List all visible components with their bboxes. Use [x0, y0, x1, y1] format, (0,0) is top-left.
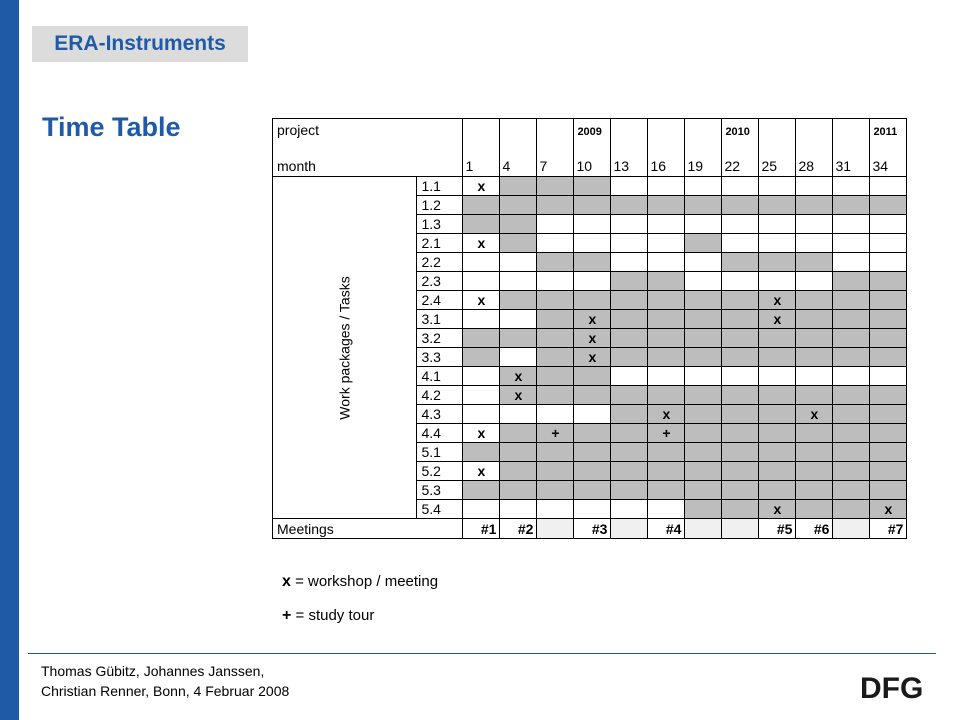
- schedule-cell-active: [685, 348, 722, 367]
- schedule-cell-empty: [870, 253, 907, 272]
- footer-line-1: Thomas Gübitz, Johannes Janssen,: [41, 663, 265, 679]
- schedule-cell-active: [685, 462, 722, 481]
- schedule-cell-active: [833, 291, 870, 310]
- schedule-cell-empty: [833, 177, 870, 196]
- schedule-cell-active: [574, 386, 611, 405]
- schedule-cell-empty: [500, 272, 537, 291]
- schedule-cell-empty: [796, 367, 833, 386]
- schedule-cell-active: [574, 196, 611, 215]
- month-label: 34: [872, 158, 889, 174]
- workshop-mark: x: [463, 234, 500, 253]
- schedule-cell-active: [722, 424, 759, 443]
- dfg-logo-icon: [860, 672, 940, 702]
- schedule-cell-active: [722, 462, 759, 481]
- schedule-cell-active: [685, 481, 722, 500]
- schedule-cell-active: [648, 291, 685, 310]
- legend-study-tour: [282, 607, 374, 625]
- schedule-cell-empty: [796, 177, 833, 196]
- schedule-cell-active: [796, 386, 833, 405]
- schedule-cell-active: [722, 386, 759, 405]
- workshop-mark: x: [500, 386, 537, 405]
- schedule-cell-active: [574, 177, 611, 196]
- schedule-cell-empty: [722, 367, 759, 386]
- schedule-cell-empty: [648, 234, 685, 253]
- meetings-row: [273, 519, 907, 539]
- schedule-cell-active: [833, 329, 870, 348]
- schedule-cell-active: [870, 443, 907, 462]
- schedule-cell-active: [463, 348, 500, 367]
- schedule-cell-empty: [685, 177, 722, 196]
- meetings-label: Meetings: [273, 519, 463, 539]
- month-header-cell: [648, 119, 685, 177]
- schedule-cell-active: [463, 481, 500, 500]
- schedule-cell-active: [833, 443, 870, 462]
- footer-authors: [41, 661, 289, 701]
- task-label: 3.3: [417, 348, 463, 367]
- schedule-cell-active: [574, 481, 611, 500]
- month-label: 16: [650, 158, 667, 174]
- month-label: 13: [613, 158, 630, 174]
- schedule-cell-empty: [685, 272, 722, 291]
- legend-workshop: [282, 573, 438, 591]
- schedule-cell-active: [611, 329, 648, 348]
- schedule-cell-empty: [759, 215, 796, 234]
- schedule-cell-active: [796, 481, 833, 500]
- schedule-cell-empty: [537, 405, 574, 424]
- month-header-cell: [463, 119, 500, 177]
- schedule-cell-empty: [611, 500, 648, 519]
- logo-text: DFG: [860, 672, 924, 702]
- footer-divider: [28, 653, 936, 654]
- schedule-cell-active: [500, 196, 537, 215]
- header-label-cell: [273, 119, 463, 177]
- month-header-cell: [796, 119, 833, 177]
- workshop-mark: x: [574, 310, 611, 329]
- schedule-cell-active: [537, 386, 574, 405]
- schedule-cell-empty: [870, 234, 907, 253]
- month-header-cell: [537, 119, 574, 177]
- schedule-cell-active: [796, 310, 833, 329]
- schedule-cell-active: [870, 424, 907, 443]
- schedule-cell-empty: [833, 253, 870, 272]
- schedule-cell-active: [500, 443, 537, 462]
- schedule-cell-empty: [574, 272, 611, 291]
- header-tag: ERA-Instruments: [32, 26, 248, 62]
- schedule-cell-active: [574, 424, 611, 443]
- schedule-cell-empty: [759, 234, 796, 253]
- schedule-cell-active: [463, 196, 500, 215]
- task-label: 3.2: [417, 329, 463, 348]
- task-label: 1.3: [417, 215, 463, 234]
- workshop-mark: x: [574, 348, 611, 367]
- schedule-cell-active: [648, 443, 685, 462]
- schedule-cell-active: [870, 348, 907, 367]
- schedule-cell-empty: [463, 367, 500, 386]
- schedule-cell-active: [574, 462, 611, 481]
- schedule-cell-active: [833, 386, 870, 405]
- workshop-mark: x: [759, 291, 796, 310]
- schedule-cell-empty: [722, 215, 759, 234]
- meeting-number: #7: [870, 519, 907, 539]
- schedule-cell-active: [870, 310, 907, 329]
- schedule-cell-active: [611, 386, 648, 405]
- table-row: [273, 177, 907, 196]
- schedule-cell-active: [685, 443, 722, 462]
- schedule-cell-active: [537, 329, 574, 348]
- legend-symbol: x: [282, 573, 291, 590]
- task-label: 4.3: [417, 405, 463, 424]
- workshop-mark: x: [463, 424, 500, 443]
- year-label: 2009: [577, 126, 602, 138]
- month-label: 19: [687, 158, 704, 174]
- schedule-cell-active: [648, 310, 685, 329]
- schedule-cell-empty: [648, 215, 685, 234]
- schedule-cell-active: [759, 443, 796, 462]
- schedule-cell-active: [611, 481, 648, 500]
- task-label: 4.2: [417, 386, 463, 405]
- legend-symbol: +: [282, 607, 292, 624]
- schedule-cell-active: [537, 462, 574, 481]
- schedule-cell-empty: [685, 253, 722, 272]
- schedule-cell-empty: [537, 234, 574, 253]
- schedule-cell-empty: [648, 253, 685, 272]
- schedule-cell-empty: [759, 272, 796, 291]
- schedule-cell-empty: [500, 253, 537, 272]
- schedule-cell-active: [759, 348, 796, 367]
- schedule-cell-active: [611, 310, 648, 329]
- schedule-cell-empty: [463, 272, 500, 291]
- schedule-cell-active: [611, 348, 648, 367]
- meeting-empty-cell: [611, 519, 648, 539]
- schedule-cell-empty: [611, 234, 648, 253]
- schedule-cell-active: [574, 253, 611, 272]
- task-label: 1.1: [417, 177, 463, 196]
- schedule-cell-active: [463, 215, 500, 234]
- schedule-cell-active: [685, 196, 722, 215]
- schedule-cell-empty: [722, 177, 759, 196]
- workshop-mark: x: [759, 310, 796, 329]
- side-label-cell: [273, 177, 417, 519]
- schedule-cell-active: [833, 481, 870, 500]
- schedule-cell-active: [796, 329, 833, 348]
- schedule-cell-active: [574, 443, 611, 462]
- schedule-cell-active: [685, 291, 722, 310]
- schedule-cell-active: [611, 462, 648, 481]
- schedule-cell-active: [759, 481, 796, 500]
- month-label: 22: [724, 158, 741, 174]
- schedule-cell-active: [722, 329, 759, 348]
- schedule-cell-active: [685, 329, 722, 348]
- schedule-cell-empty: [574, 500, 611, 519]
- schedule-cell-active: [759, 462, 796, 481]
- schedule-cell-active: [722, 348, 759, 367]
- meeting-empty-cell: [833, 519, 870, 539]
- month-header-cell: [759, 119, 796, 177]
- year-label: 2010: [725, 126, 750, 138]
- schedule-cell-active: [833, 196, 870, 215]
- schedule-cell-active: [611, 405, 648, 424]
- task-label: 3.1: [417, 310, 463, 329]
- month-label: 28: [798, 158, 815, 174]
- schedule-cell-active: [833, 462, 870, 481]
- task-label: 5.1: [417, 443, 463, 462]
- schedule-cell-active: [500, 462, 537, 481]
- schedule-cell-active: [500, 215, 537, 234]
- month-header-cell: [870, 119, 907, 177]
- month-label: 10: [576, 158, 593, 174]
- schedule-cell-empty: [611, 253, 648, 272]
- workshop-mark: x: [796, 405, 833, 424]
- meeting-number: #3: [574, 519, 611, 539]
- meeting-number: #5: [759, 519, 796, 539]
- schedule-cell-empty: [759, 367, 796, 386]
- project-label: project: [277, 122, 320, 138]
- workshop-mark: x: [574, 329, 611, 348]
- schedule-cell-active: [833, 272, 870, 291]
- schedule-cell-empty: [759, 177, 796, 196]
- task-label: 5.2: [417, 462, 463, 481]
- schedule-cell-active: [611, 424, 648, 443]
- schedule-cell-active: [463, 329, 500, 348]
- schedule-cell-active: [759, 405, 796, 424]
- schedule-cell-active: [870, 481, 907, 500]
- schedule-cell-active: [722, 481, 759, 500]
- task-label: 2.1: [417, 234, 463, 253]
- schedule-cell-active: [537, 253, 574, 272]
- study-tour-mark: +: [537, 424, 574, 443]
- schedule-cell-active: [759, 386, 796, 405]
- schedule-cell-active: [537, 310, 574, 329]
- workshop-mark: x: [870, 500, 907, 519]
- schedule-cell-empty: [500, 500, 537, 519]
- schedule-cell-active: [722, 443, 759, 462]
- month-header-cell: [722, 119, 759, 177]
- schedule-cell-active: [685, 310, 722, 329]
- schedule-cell-active: [685, 424, 722, 443]
- month-label: 1: [465, 158, 474, 174]
- schedule-cell-active: [611, 196, 648, 215]
- schedule-cell-active: [722, 500, 759, 519]
- schedule-cell-empty: [500, 405, 537, 424]
- month-header-cell: [574, 119, 611, 177]
- schedule-cell-empty: [648, 367, 685, 386]
- schedule-cell-empty: [574, 215, 611, 234]
- schedule-cell-active: [722, 291, 759, 310]
- schedule-cell-active: [648, 329, 685, 348]
- schedule-cell-active: [870, 462, 907, 481]
- task-label: 4.4: [417, 424, 463, 443]
- schedule-cell-empty: [833, 215, 870, 234]
- meeting-empty-cell: [537, 519, 574, 539]
- task-label: 2.4: [417, 291, 463, 310]
- schedule-cell-empty: [648, 177, 685, 196]
- schedule-cell-active: [833, 424, 870, 443]
- schedule-cell-empty: [500, 310, 537, 329]
- schedule-cell-active: [537, 196, 574, 215]
- schedule-cell-empty: [500, 348, 537, 367]
- schedule-cell-active: [870, 386, 907, 405]
- schedule-cell-empty: [537, 215, 574, 234]
- schedule-cell-active: [648, 462, 685, 481]
- schedule-cell-active: [500, 329, 537, 348]
- schedule-cell-empty: [796, 215, 833, 234]
- task-label: 1.2: [417, 196, 463, 215]
- schedule-cell-empty: [870, 367, 907, 386]
- schedule-cell-empty: [463, 405, 500, 424]
- month-label: 31: [835, 158, 852, 174]
- schedule-cell-active: [574, 367, 611, 386]
- schedule-cell-active: [796, 462, 833, 481]
- schedule-cell-active: [870, 291, 907, 310]
- schedule-cell-active: [537, 348, 574, 367]
- schedule-cell-active: [796, 500, 833, 519]
- month-label: 7: [539, 158, 548, 174]
- task-label: 2.3: [417, 272, 463, 291]
- meeting-empty-cell: [722, 519, 759, 539]
- schedule-cell-empty: [648, 500, 685, 519]
- schedule-cell-active: [648, 196, 685, 215]
- schedule-cell-active: [537, 481, 574, 500]
- meeting-empty-cell: [685, 519, 722, 539]
- workshop-mark: x: [500, 367, 537, 386]
- schedule-cell-active: [870, 405, 907, 424]
- schedule-cell-active: [463, 443, 500, 462]
- legend-text: = study tour: [295, 607, 375, 624]
- schedule-cell-active: [833, 348, 870, 367]
- schedule-cell-active: [833, 405, 870, 424]
- page-title: Time Table: [42, 112, 181, 142]
- schedule-cell-active: [722, 405, 759, 424]
- schedule-cell-active: [796, 196, 833, 215]
- task-label: 4.1: [417, 367, 463, 386]
- meeting-number: #1: [463, 519, 500, 539]
- schedule-cell-active: [759, 196, 796, 215]
- schedule-cell-empty: [574, 234, 611, 253]
- schedule-cell-active: [796, 348, 833, 367]
- schedule-cell-empty: [463, 386, 500, 405]
- schedule-cell-empty: [611, 215, 648, 234]
- study-tour-mark: +: [648, 424, 685, 443]
- side-label: Work packages / Tasks: [336, 275, 353, 420]
- schedule-cell-active: [685, 386, 722, 405]
- month-label: 4: [502, 158, 511, 174]
- month-label: 25: [761, 158, 778, 174]
- schedule-cell-empty: [870, 177, 907, 196]
- meeting-number: #2: [500, 519, 537, 539]
- schedule-cell-empty: [833, 367, 870, 386]
- schedule-cell-active: [722, 253, 759, 272]
- schedule-cell-active: [648, 348, 685, 367]
- schedule-cell-active: [796, 424, 833, 443]
- schedule-cell-empty: [611, 367, 648, 386]
- schedule-cell-empty: [537, 500, 574, 519]
- schedule-cell-empty: [574, 405, 611, 424]
- schedule-cell-active: [796, 291, 833, 310]
- schedule-cell-empty: [870, 215, 907, 234]
- time-table: [272, 118, 907, 539]
- schedule-cell-empty: [796, 272, 833, 291]
- schedule-cell-active: [537, 367, 574, 386]
- schedule-cell-active: [611, 272, 648, 291]
- year-label: 2011: [873, 126, 898, 138]
- schedule-cell-active: [833, 500, 870, 519]
- schedule-cell-active: [537, 443, 574, 462]
- task-label: 5.4: [417, 500, 463, 519]
- workshop-mark: x: [463, 177, 500, 196]
- footer-line-2: Christian Renner, Bonn, 4 Februar 2008: [41, 683, 290, 699]
- schedule-cell-active: [722, 196, 759, 215]
- schedule-cell-empty: [537, 272, 574, 291]
- schedule-cell-active: [537, 291, 574, 310]
- schedule-cell-empty: [463, 310, 500, 329]
- schedule-cell-active: [500, 481, 537, 500]
- schedule-cell-active: [870, 329, 907, 348]
- schedule-cell-active: [685, 234, 722, 253]
- month-header-cell: [611, 119, 648, 177]
- workshop-mark: x: [463, 291, 500, 310]
- month-label: month: [277, 158, 316, 174]
- schedule-cell-empty: [463, 253, 500, 272]
- schedule-cell-active: [537, 177, 574, 196]
- workshop-mark: x: [648, 405, 685, 424]
- schedule-cell-active: [722, 310, 759, 329]
- schedule-cell-empty: [833, 234, 870, 253]
- workshop-mark: x: [463, 462, 500, 481]
- meeting-number: #6: [796, 519, 833, 539]
- schedule-cell-active: [648, 481, 685, 500]
- schedule-cell-active: [870, 272, 907, 291]
- schedule-cell-active: [685, 405, 722, 424]
- month-header-cell: [685, 119, 722, 177]
- schedule-cell-empty: [796, 234, 833, 253]
- schedule-cell-active: [833, 310, 870, 329]
- workshop-mark: x: [759, 500, 796, 519]
- schedule-cell-active: [500, 291, 537, 310]
- schedule-cell-active: [648, 272, 685, 291]
- schedule-cell-active: [796, 253, 833, 272]
- schedule-cell-active: [870, 196, 907, 215]
- schedule-cell-active: [685, 500, 722, 519]
- month-header-cell: [500, 119, 537, 177]
- schedule-cell-active: [500, 424, 537, 443]
- month-header-cell: [833, 119, 870, 177]
- schedule-cell-empty: [722, 272, 759, 291]
- task-label: 2.2: [417, 253, 463, 272]
- schedule-cell-empty: [611, 177, 648, 196]
- side-accent-bar: [0, 0, 19, 720]
- schedule-cell-active: [500, 234, 537, 253]
- schedule-cell-active: [574, 291, 611, 310]
- schedule-cell-active: [759, 253, 796, 272]
- task-label: 5.3: [417, 481, 463, 500]
- schedule-cell-empty: [685, 367, 722, 386]
- schedule-cell-active: [796, 443, 833, 462]
- schedule-cell-active: [648, 386, 685, 405]
- schedule-cell-active: [759, 329, 796, 348]
- schedule-cell-active: [500, 177, 537, 196]
- schedule-cell-empty: [463, 500, 500, 519]
- schedule-cell-active: [611, 291, 648, 310]
- legend-text: = workshop / meeting: [295, 573, 439, 590]
- meeting-number: #4: [648, 519, 685, 539]
- schedule-cell-empty: [722, 234, 759, 253]
- schedule-cell-active: [611, 443, 648, 462]
- schedule-cell-empty: [685, 215, 722, 234]
- schedule-cell-active: [759, 424, 796, 443]
